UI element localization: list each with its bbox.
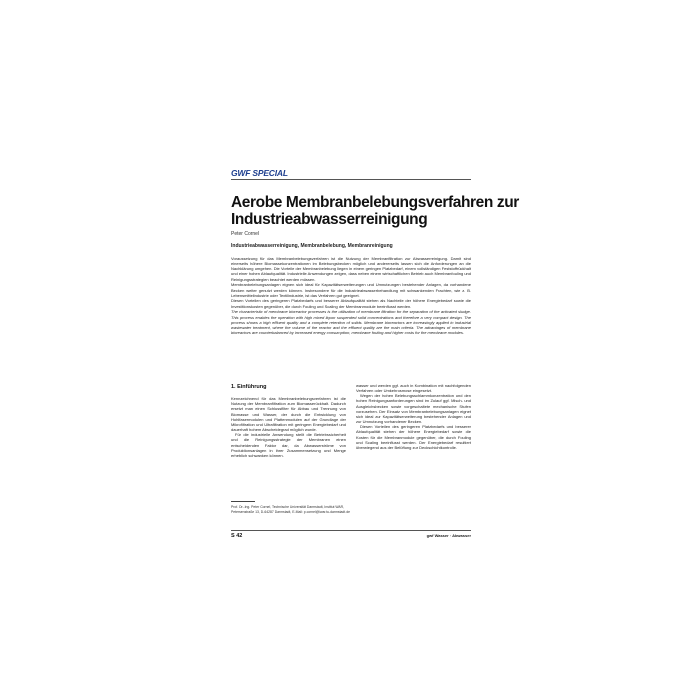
section-label: GWF SPECIAL xyxy=(231,168,288,178)
abstract xyxy=(231,256,471,336)
section-heading: 1. Einführung xyxy=(231,384,267,390)
article-author: Peter Cornel xyxy=(231,231,260,237)
body-paragraph: wasser und werden ggf. auch in Kombination mit nachfolgenden Verfahren oder Umkehrosmose eingesetzt. xyxy=(356,383,471,394)
body-paragraph: Diesen Vorteilen des geringeren Platzbedarfs und besserer Ablaufqualität stehen der höhere Energiebedarf sowie die Kosten für die Membranmodule gegenüber, die durch Fouling und Scaling beeinflusst werden. Der Energiebedarf resultiert überwiegend aus der Belüftung zur Deckschichtkontrolle. xyxy=(356,424,471,450)
author-footnote: Prof. Dr.-Ing. Peter Cornel, Technische Universität Darmstadt, Institut WAR, Petersenstraße 13, D-64287 Darmstadt, E-Mail: p.cornel@iwar.tu-darmstadt.de xyxy=(231,505,350,514)
journal-info: gwf Wasser · Abwasser xyxy=(426,533,471,538)
footnote-divider xyxy=(231,501,255,502)
abstract-de: Voraussetzung für das Membranbelebungsverfahren ist die Nutzung der Membranfiltration zur Abwasserreinigung. Damit sind einerseits höhere Biomassekonzentrationen im Belebungsbecken möglich und andererseits lassen sich die Anforderungen an die Nachklärung umgehen. Die Vorteile der Membranbelebung liegen in einem geringen Platzbedarf, einem vollständigen Feststoffrückhalt und einer hohen Ablaufqualität. Industrielle Anwendungen zeigen, dass neben einem wirtschaftlichen Betrieb auch Membranfouling und Reinigungsstrategien beachtet werden müssen. xyxy=(231,256,471,282)
abstract-en: The characteristic of membrane bioreactor processes is the utilisation of membrane filtration for the separation of the activated sludge. This process enables the operation with high mixed liquor suspended solid concentrations and therefore a very compact design. The process shows a high effluent quality and a complete retention of solids. Membrane bioreactors are increasingly applied in industrial wastewater treatment, where the volume of the reactor and the effluent quality are the main criteria. The advantages of membrane bioreactors are counterbalanced by increased energy consumption, membrane fouling and higher costs for the membrane modules. xyxy=(231,309,471,335)
page-number: S 42 xyxy=(231,533,243,539)
body-paragraph: Wegen der hohen Belebungsschlammkonzentration und den hohen Reinigungsanforderungen sind im Zulauf ggf. Misch- und Ausgleichsbecken sowie vorgeschaltete mechanische Stufen vorzusehen. Der Einsatz von Membranbelebungsanlagen eignet sich ideal zur Kapazitätserweiterung bestehender Anlagen und zur Umnutzung vorhandener Becken. xyxy=(356,393,471,425)
abstract-de-3: Diesen Vorteilen des geringeren Platzbedarfs und besserer Ablaufqualität stehen als Nachteile der höhere Energiebedarf sowie die Investitionskosten gegenüber, die durch Fouling und Scaling der Membranmodule beeinflusst werden. xyxy=(231,298,471,309)
abstract-de-2: Membranbelebungsanlagen eignen sich ideal für Kapazitätserweiterungen und Umnutzungen bestehender Anlagen, da vorhandene Becken weiter genutzt werden können. Insbesondere für die Industrieabwasserbehandlung mit schwankenden Frachten, wie z. B. Lebensmittelindustrie oder Textilindustrie, ist das Verfahren gut geeignet. xyxy=(231,282,471,298)
footer-divider xyxy=(231,530,471,531)
body-paragraph: Kennzeichnend für das Membranbelebungsverfahren ist die Nutzung der Membranfiltration zum Biomasserückhalt. Dadurch ersetzt man einen Schlussfilter für Abbau und Trennung von Biomasse und Wasser, der durch die Entwicklung von Hohlfasermodulen und Plattenmodulen auf der Grundlage der Mikrofiltration und Ultrafiltration mit geringem Energiebedarf und dauerhaft hohem Abscheidegrad möglich wurde. xyxy=(231,396,346,433)
section-divider xyxy=(231,179,471,180)
body-column-right xyxy=(356,383,471,450)
body-paragraph: Für die industrielle Anwendung stellt die Betriebssicherheit und die Reinigungsstrategie der Membranen einen entscheidenden Faktor dar, da Abwasserströme von Produktionsanlagen in ihrer Zusammensetzung und Menge erheblich schwanken können. xyxy=(231,432,346,458)
article-keywords: Industrieabwasserreinigung, Membranbelebung, Membranreinigung xyxy=(231,243,393,249)
body-column-left xyxy=(231,383,346,458)
article-title: Aerobe Membranbelebungsverfahren zur Industrieabwasserreinigung xyxy=(231,194,519,228)
